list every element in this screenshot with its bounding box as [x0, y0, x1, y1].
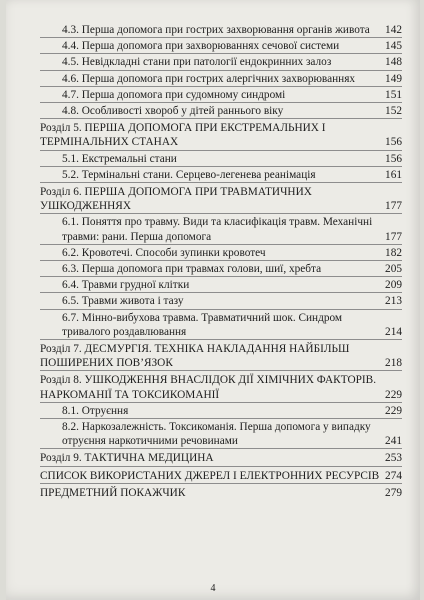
- toc-separator: [40, 53, 402, 54]
- toc-section-entry[interactable]: [40, 373, 402, 401]
- toc-entry-page: 177: [385, 230, 402, 243]
- toc-subsection-entry[interactable]: [40, 152, 402, 166]
- toc-entry-page: 218: [385, 357, 402, 370]
- toc-separator: [40, 309, 402, 310]
- toc-separator: [40, 102, 402, 103]
- toc-subsection-entry[interactable]: [40, 168, 402, 182]
- toc-entry-title: 6.2. Кровотечі. Способи зупинки кровотеч: [62, 246, 266, 259]
- table-of-contents: [40, 22, 402, 500]
- toc-separator: [40, 118, 402, 119]
- toc-entry-title: 6.4. Травми грудної клітки: [62, 279, 190, 292]
- toc-entry-title: Розділ 6. ПЕРША ДОПОМОГА ПРИ ТРАВМАТИЧНИХ УШКОДЖЕННЯХ: [40, 186, 312, 213]
- toc-section-entry[interactable]: [40, 185, 402, 213]
- toc-entry-page: 209: [385, 279, 402, 292]
- toc-entry-page: 142: [385, 24, 402, 36]
- toc-entry-title: 4.4. Перша допомога при захворюваннях сечової системи: [62, 40, 340, 53]
- toc-entry-page: 156: [385, 136, 402, 149]
- toc-entry-page: 274: [385, 469, 402, 482]
- page-number: 4: [210, 583, 216, 594]
- toc-subsection-entry[interactable]: [40, 246, 402, 260]
- toc-entry-title: 8.1. Отруєння: [62, 404, 129, 417]
- toc-section-entry[interactable]: [40, 486, 402, 500]
- toc-section-entry[interactable]: [40, 451, 402, 465]
- toc-section-entry[interactable]: [40, 121, 402, 149]
- toc-section-entry[interactable]: [40, 342, 402, 370]
- toc-subsection-entry[interactable]: [40, 39, 402, 53]
- toc-separator: [40, 292, 402, 293]
- toc-separator: [40, 483, 402, 484]
- toc-entry-page: 156: [385, 152, 402, 165]
- toc-entry-page: 145: [385, 40, 402, 53]
- toc-entry-page: 161: [385, 168, 402, 181]
- toc-entry-title: 5.2. Термінальні стани. Серцево-легенева реанімація: [62, 168, 316, 181]
- toc-separator: [40, 466, 402, 467]
- toc-entry-title: 4.8. Особливості хвороб у дітей раннього віку: [62, 105, 284, 118]
- toc-subsection-entry[interactable]: [40, 23, 402, 37]
- toc-subsection-entry[interactable]: [40, 262, 402, 276]
- toc-separator: [40, 418, 402, 419]
- toc-separator: [40, 86, 402, 87]
- toc-separator: [40, 37, 402, 38]
- toc-separator: [40, 244, 402, 245]
- toc-separator: [40, 260, 402, 261]
- toc-entry-page: 152: [385, 105, 402, 118]
- toc-subsection-entry[interactable]: [40, 215, 402, 243]
- toc-section-entry[interactable]: [40, 469, 402, 483]
- toc-entry-page: 148: [385, 56, 402, 69]
- toc-subsection-entry[interactable]: [40, 404, 402, 418]
- toc-entry-page: 151: [385, 88, 402, 101]
- toc-separator: [40, 339, 402, 340]
- toc-entry-page: 205: [385, 263, 402, 276]
- toc-entry-page: 229: [385, 404, 402, 417]
- toc-entry-title: 5.1. Екстремальні стани: [62, 152, 177, 165]
- toc-entry-title: 4.6. Перша допомога при гострих алергічних захворюваннях: [62, 72, 356, 85]
- toc-subsection-entry[interactable]: [40, 72, 402, 86]
- toc-entry-page: 253: [385, 452, 402, 465]
- toc-entry-page: 214: [385, 325, 402, 338]
- toc-entry-title: 4.3. Перша допомога при гострих захворювання органів живота: [62, 24, 370, 36]
- toc-entry-title: Розділ 9. ТАКТИЧНА МЕДИЦИНА: [40, 452, 214, 465]
- toc-entry-title: Розділ 5. ПЕРША ДОПОМОГА ПРИ ЕКСТРЕМАЛЬНИХ І ТЕРМІНАЛЬНИХ СТАНАХ: [40, 122, 326, 149]
- toc-separator: [40, 70, 402, 71]
- toc-entry-title: 4.7. Перша допомога при судомному синдромі: [62, 88, 286, 101]
- toc-entry-page: 177: [385, 200, 402, 213]
- toc-entry-page: 279: [385, 486, 402, 499]
- toc-entry-title: 4.5. Невідкладні стани при патології ендокринних залоз: [62, 56, 332, 69]
- toc-subsection-entry[interactable]: [40, 55, 402, 69]
- toc-separator: [40, 276, 402, 277]
- toc-entry-title: 6.1. Поняття про травму. Види та класифікація травм. Механічні травми: рани. Перша допомога: [62, 216, 373, 243]
- toc-subsection-entry[interactable]: [40, 294, 402, 308]
- toc-subsection-entry[interactable]: [40, 311, 402, 339]
- toc-subsection-entry[interactable]: [40, 278, 402, 292]
- toc-entry-title: СПИСОК ВИКОРИСТАНИХ ДЖЕРЕЛ І ЕЛЕКТРОННИХ РЕСУРСІВ: [40, 469, 380, 482]
- toc-entry-title: 8.2. Наркозалежність. Токсикоманія. Перша допомога у випадку отруєння наркотичними речовинами: [62, 421, 371, 448]
- toc-subsection-entry[interactable]: [40, 420, 402, 448]
- toc-entry-title: 6.3. Перша допомога при травмах голови, шиї, хребта: [62, 263, 322, 276]
- toc-entry-title: Розділ 8. УШКОДЖЕННЯ ВНАСЛІДОК ДІЇ ХІМІЧНИХ ФАКТОРІВ. НАРКОМАНІЇ ТА ТОКСИКОМАНІЇ: [40, 374, 377, 401]
- toc-separator: [40, 182, 402, 183]
- toc-separator: [40, 150, 402, 151]
- book-page: [6, 0, 420, 600]
- toc-entry-page: 229: [385, 388, 402, 401]
- toc-subsection-entry[interactable]: [40, 104, 402, 118]
- toc-entry-page: 213: [385, 295, 402, 308]
- toc-entry-page: 149: [385, 72, 402, 85]
- toc-separator: [40, 448, 402, 449]
- toc-subsection-entry[interactable]: [40, 88, 402, 102]
- toc-separator: [40, 402, 402, 403]
- toc-entry-page: 182: [385, 246, 402, 259]
- toc-separator: [40, 370, 402, 371]
- toc-entry-page: 241: [385, 435, 402, 448]
- toc-separator: [40, 166, 402, 167]
- toc-entry-title: 6.7. Мінно-вибухова травма. Травматичний шок. Синдром тривалого роздавлювання: [62, 311, 343, 338]
- toc-entry-title: ПРЕДМЕТНИЙ ПОКАЖЧИК: [40, 486, 186, 499]
- toc-separator: [40, 213, 402, 214]
- toc-entry-title: 6.5. Травми живота і тазу: [62, 295, 184, 308]
- toc-entry-title: Розділ 7. ДЕСМУРГІЯ. ТЕХНІКА НАКЛАДАННЯ НАЙБІЛЬШ ПОШИРЕНИХ ПОВ’ЯЗОК: [40, 343, 350, 370]
